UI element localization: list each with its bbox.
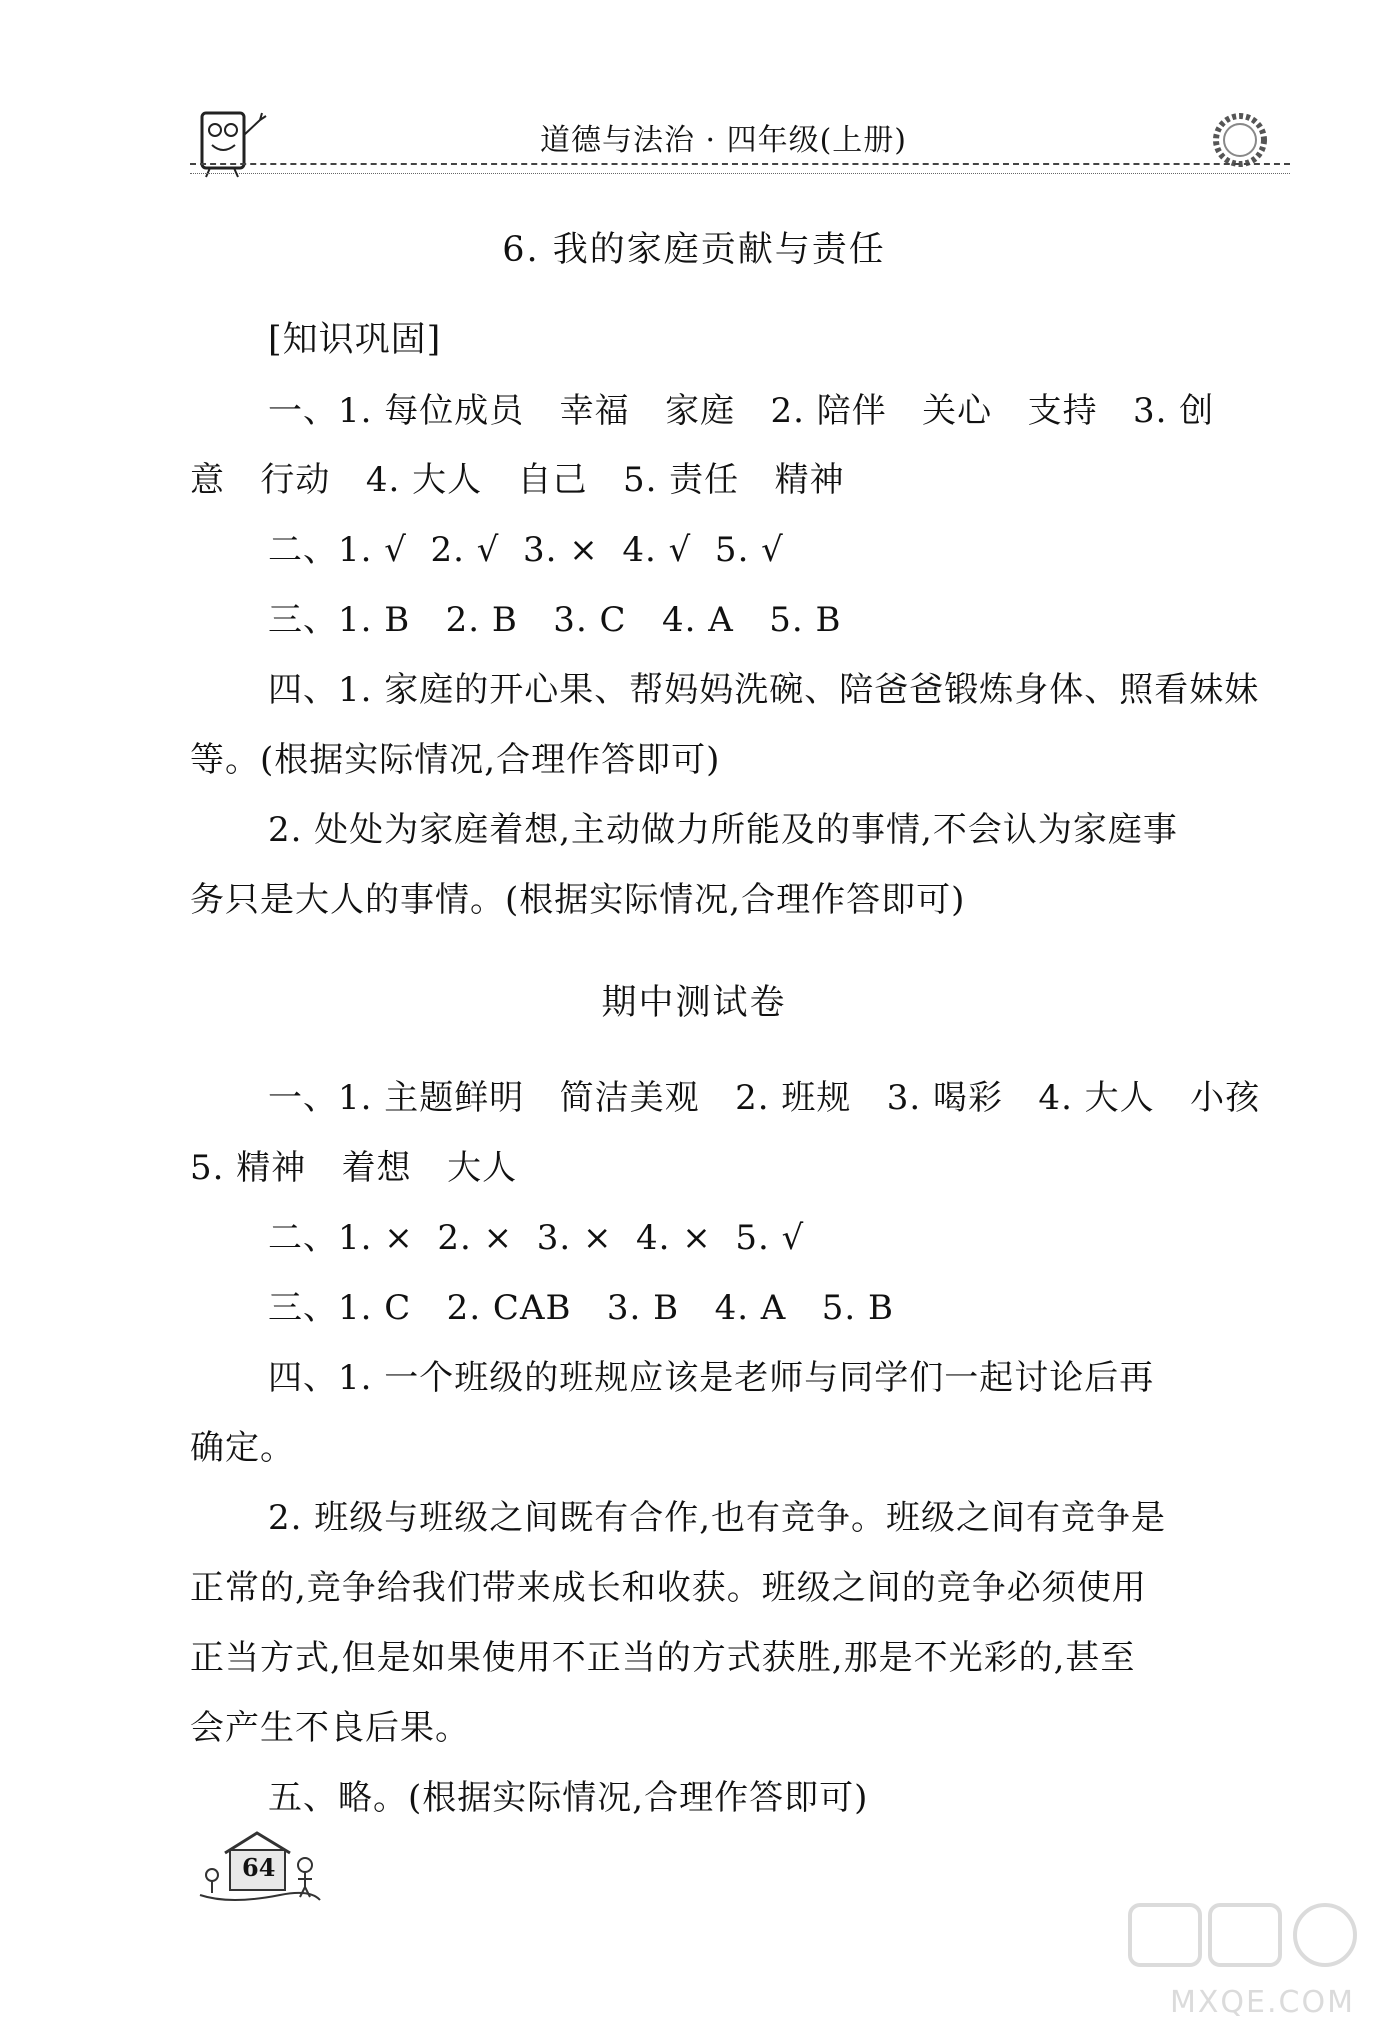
answer-line: 正当方式,但是如果使用不正当的方式获胜,那是不光彩的,甚至 — [190, 1638, 1136, 1678]
answer-line: 会产生不良后果。 — [190, 1708, 470, 1748]
answer-line: 一、1. 主题鲜明 简洁美观 2. 班规 3. 喝彩 4. 大人 小孩 — [268, 1078, 1261, 1118]
answer-line: 二、1. √ 2. √ 3. × 4. √ 5. √ — [268, 530, 784, 570]
answer-line: 等。(根据实际情况,合理作答即可) — [190, 740, 721, 780]
answer-line: 一、1. 每位成员 幸福 家庭 2. 陪伴 关心 支持 3. 创 — [268, 391, 1215, 431]
page-header — [190, 95, 1290, 185]
section-label: [知识巩固] — [268, 320, 442, 360]
answer-line: 确定。 — [190, 1428, 295, 1468]
answer-line: 2. 处处为家庭着想,主动做力所能及的事情,不会认为家庭事 — [268, 810, 1178, 850]
answer-line: 三、1. B 2. B 3. C 4. A 5. B — [268, 600, 842, 640]
watermark-logo-icon — [1110, 1890, 1380, 1980]
watermark-text: MXQE.COM — [1170, 1985, 1355, 2020]
answer-line: 5. 精神 着想 大人 — [190, 1148, 518, 1188]
answer-line: 四、1. 家庭的开心果、帮妈妈洗碗、陪爸爸锻炼身体、照看妹妹 — [268, 670, 1260, 710]
answer-line: 三、1. C 2. CAB 3. B 4. A 5. B — [268, 1288, 895, 1328]
page-number-badge — [190, 1825, 330, 1910]
answer-line: 2. 班级与班级之间既有合作,也有竞争。班级之间有竞争是 — [268, 1498, 1167, 1538]
page-number: 64 — [242, 1853, 276, 1882]
answer-line: 务只是大人的事情。(根据实际情况,合理作答即可) — [190, 880, 966, 920]
section-title: 期中测试卷 — [601, 983, 787, 1023]
answer-line: 正常的,竞争给我们带来成长和收获。班级之间的竞争必须使用 — [190, 1568, 1147, 1608]
header-rule — [190, 163, 1290, 174]
answer-line: 二、1. × 2. × 3. × 4. × 5. √ — [268, 1218, 805, 1258]
watermark — [1110, 1890, 1380, 2030]
answer-line: 意 行动 4. 大人 自己 5. 责任 精神 — [190, 460, 845, 500]
answer-line: 四、1. 一个班级的班规应该是老师与同学们一起讨论后再 — [268, 1358, 1155, 1398]
section-title: 6. 我的家庭贡献与责任 — [502, 230, 886, 270]
header-title: 道德与法治 · 四年级(上册) — [540, 123, 908, 158]
answer-line: 五、略。(根据实际情况,合理作答即可) — [268, 1778, 869, 1818]
